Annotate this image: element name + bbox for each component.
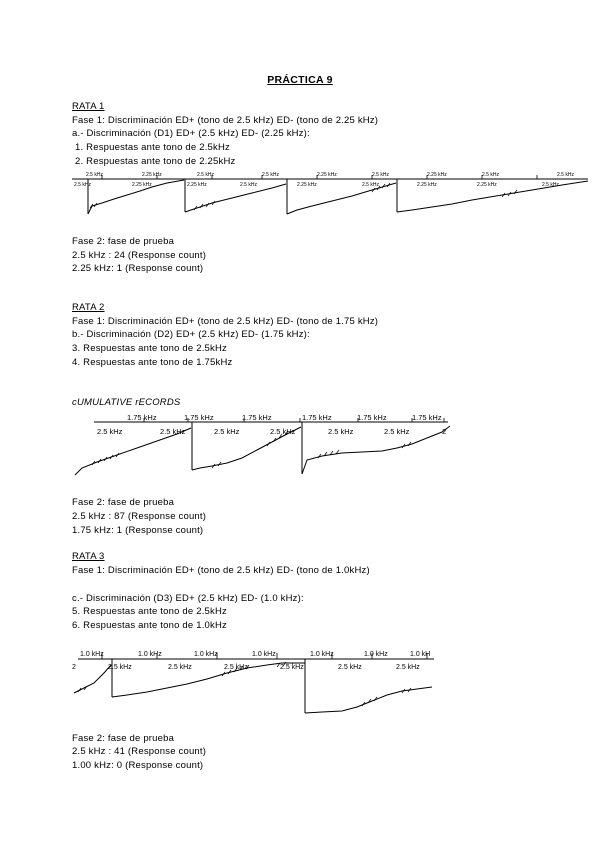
rat3-bottom-label: 2.5 kHz xyxy=(338,664,362,671)
rat1-item-1: 1. Respuestas ante tono de 2.5kHz xyxy=(75,142,231,153)
rat1-phase1: Fase 1: Discriminación ED+ (tono de 2.5 kHz) ED- (tono de 2.25 kHz) xyxy=(72,115,379,126)
rat1-top-label: 2.5 kHz xyxy=(557,172,574,178)
rat2-top-label: 1.75 kHz xyxy=(357,413,387,422)
rat3-bottom-label: 2 xyxy=(72,664,76,671)
rat3-phase1: Fase 1: Discriminación ED+ (tono de 2.5 kHz) ED- (tono de 1.0kHz) xyxy=(72,565,370,576)
rat3-top-label: 1.0 kHz xyxy=(364,651,388,658)
rat3-heading: RATA 3 xyxy=(72,551,105,562)
rat3-item-5: 5. Respuestas ante tono de 2.5kHz xyxy=(72,606,228,617)
rat3-phase2: Fase 2: fase de prueba xyxy=(72,733,175,744)
rat1-top-label: 2.25 kHz xyxy=(427,172,447,178)
rat1-top-label: 2.25 kHz xyxy=(317,172,337,178)
rat2-result-positive: 2.5 kHz : 87 (Response count) xyxy=(72,511,207,522)
rat3-top-label: 1.0 kHz xyxy=(138,651,162,658)
cumulative-records-label: cUMULATIVE rECORDS xyxy=(72,397,181,408)
rat1-bottom-label: 2.25 kHz xyxy=(132,182,152,188)
rat2-cumulative-record xyxy=(72,410,452,482)
rat2-top-label: 1.75 kHz xyxy=(242,413,272,422)
rat3-top-label: 1.0 kHz xyxy=(80,651,104,658)
rat2-phase2: Fase 2: fase de prueba xyxy=(72,497,175,508)
rat2-result-negative: 1.75 kHz: 1 (Response count) xyxy=(72,525,204,536)
rat1-bottom-label: 2.5 kHz xyxy=(542,182,559,188)
rat2-top-label: 1.75 kHz xyxy=(184,413,214,422)
rat2-bottom-label: 2.5 kHz xyxy=(328,427,354,436)
rat3-top-label: 1.0 kHz xyxy=(252,651,276,658)
rat1-result-positive: 2.5 kHz : 24 (Response count) xyxy=(72,250,207,261)
rat1-bottom-label: 2.25 kHz xyxy=(297,182,317,188)
rat3-item-6: 6. Respuestas ante tono de 1.0kHz xyxy=(72,620,228,631)
rat2-item-3: 3. Respuestas ante tono de 2.5kHz xyxy=(72,343,228,354)
rat3-discrimination: c.- Discriminación (D3) ED+ (2.5 kHz) ED- (1.0 kHz): xyxy=(72,593,304,604)
rat2-bottom-label: 2.5 kHz xyxy=(384,427,410,436)
rat1-cumulative-record xyxy=(72,170,588,220)
rat1-top-label: 2.25 kHz xyxy=(142,172,162,178)
rat2-bottom-label: 2 xyxy=(442,427,447,436)
rat1-top-label: 2.5 kHz xyxy=(482,172,499,178)
rat3-bottom-label: 2.5 kHz xyxy=(108,664,132,671)
rat3-bottom-label: 2.5 kHz xyxy=(396,664,420,671)
rat2-bottom-label: 2.5 kHz xyxy=(270,427,296,436)
rat2-heading: RATA 2 xyxy=(72,302,105,313)
rat1-top-label: 2.5 kHz xyxy=(86,172,103,178)
rat1-phase2: Fase 2: fase de prueba xyxy=(72,236,175,247)
rat1-discrimination: a.- Discriminación (D1) ED+ (2.5 kHz) ED- (2.25 kHz): xyxy=(72,128,310,139)
rat3-bottom-label: 2.5 kHz xyxy=(168,664,192,671)
rat2-bottom-label: 2.5 kHz xyxy=(214,427,240,436)
rat3-result-negative: 1.00 kHz: 0 (Response count) xyxy=(72,760,204,771)
rat2-bottom-label: 2.5 kHz xyxy=(160,427,186,436)
rat1-item-2: 2. Respuestas ante tono de 2.25kHz xyxy=(75,156,236,167)
rat1-bottom-label: 2.5 kHz xyxy=(74,182,91,188)
page-title: PRÁCTICA 9 xyxy=(267,74,333,86)
rat1-bottom-label: 2.25 kHz xyxy=(417,182,437,188)
rat2-bottom-label: 2.5 kHz xyxy=(97,427,123,436)
rat2-top-label: 1.75 kHz xyxy=(302,413,332,422)
rat3-bottom-label: 2.5 kHz xyxy=(280,664,304,671)
rat1-bottom-label: 2.25 kHz xyxy=(187,182,207,188)
rat3-result-positive: 2.5 kHz : 41 (Response count) xyxy=(72,746,207,757)
rat1-heading: RATA 1 xyxy=(72,101,105,112)
rat3-cumulative-record xyxy=(72,645,438,717)
rat1-top-label: 2.5 kHz xyxy=(197,172,214,178)
rat3-bottom-label: 2.5 kHz xyxy=(224,664,248,671)
rat1-bottom-label: 2.25 kHz xyxy=(477,182,497,188)
rat2-item-4: 4. Respuestas ante tono de 1.75kHz xyxy=(72,357,233,368)
rat3-top-label: 1.0 kHz xyxy=(194,651,218,658)
rat1-bottom-label: 2.5 kHz xyxy=(240,182,257,188)
rat3-top-label: 1.0 kH xyxy=(410,651,431,658)
rat1-top-label: 2.5 kHz xyxy=(262,172,279,178)
rat2-top-label: 1.75 kHz xyxy=(127,413,157,422)
rat1-result-negative: 2.25 kHz: 1 (Response count) xyxy=(72,263,204,274)
rat3-top-label: 1.0 kHz xyxy=(310,651,334,658)
rat2-top-label: 1.75 kHz xyxy=(412,413,442,422)
rat1-bottom-label: 2.5 kHz xyxy=(362,182,379,188)
rat2-discrimination: b.- Discriminación (D2) ED+ (2.5 kHz) ED- (1.75 kHz): xyxy=(72,329,310,340)
rat2-phase1: Fase 1: Discriminación ED+ (tono de 2.5 kHz) ED- (tono de 1.75 kHz) xyxy=(72,316,379,327)
rat1-top-label: 2.5 kHz xyxy=(372,172,389,178)
